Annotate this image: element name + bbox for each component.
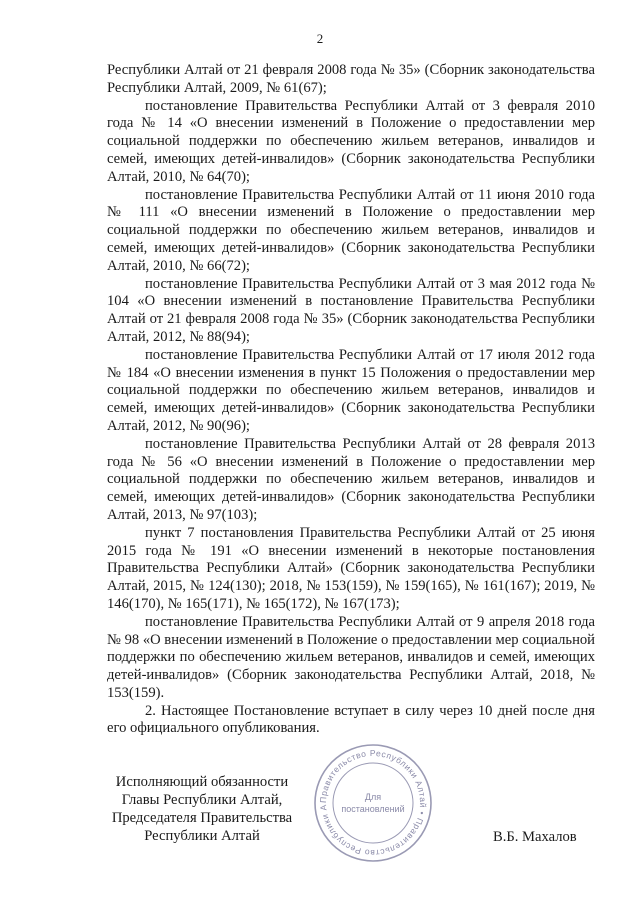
signatory-title-line: Главы Республики Алтай, [121, 792, 283, 808]
seal-icon [312, 742, 434, 864]
signatory-name: В.Б. Махалов [493, 829, 577, 845]
signatory-title-line: Республики Алтай [144, 828, 260, 844]
paragraph-continuation: Республики Алтай от 21 февраля 2008 года № 35» (Сборник законодательства Республики Алтай, 2009, № 61(67); [107, 62, 595, 96]
svg-text:постановлений: постановлений [341, 804, 405, 814]
svg-text:Для: Для [364, 792, 382, 802]
paragraph-resolution-2012-184: постановление Правительства Республики Алтай от 17 июля 2012 года № 184 «О внесении изменения в пункт 15 Положения о предоставлении мер социальной поддержки по обеспечению жильем ветеранов, инвалидов и семей, имеющих детей-инвалидов» (Сборник законодательства Республики Алтай, 2012, № 90(96); [107, 346, 595, 434]
official-seal [312, 742, 434, 864]
signatory-title [107, 773, 297, 845]
paragraph-resolution-2015-191: пункт 7 постановления Правительства Республики Алтай от 25 июня 2015 года № 191 «О внесении изменений в некоторые постановления Правительства Республики Алтай» (Сборник законодательства Республики Алтай, 2015, № 124(130); 2018, № 153(159), № 159(165), № 161(167); 2019, № 146(170), № 165(171), № 165(172), № 167(173); [107, 524, 595, 612]
signatory-title-line: Исполняющий обязанности [115, 774, 289, 790]
paragraph-resolution-2012-104: постановление Правительства Республики Алтай от 3 мая 2012 года № 104 «О внесении изменений в постановление Правительства Республики Алтай от 21 февраля 2008 года № 35» (Сборник законодательства Республики Алтай, 2012, № 88(94); [107, 275, 595, 345]
svg-text:Правительство Республики Алтай: Правительство Республики Алтай • Правительство Республики А [317, 747, 429, 859]
paragraph-effective-date: 2. Настоящее Постановление вступает в силу через 10 дней после дня его официального опубликования. [107, 702, 595, 737]
paragraph-resolution-2010-111: постановление Правительства Республики Алтай от 11 июня 2010 года № 111 «О внесении изменений в Положение о предоставлении мер социальной поддержки по обеспечению жильем ветеранов, инвалидов и семей, имеющих детей-инвалидов» (Сборник законодательства Республики Алтай, 2010, № 66(72); [107, 186, 595, 274]
signatory-title-line: Председателя Правительства [111, 810, 293, 826]
document-body [107, 62, 595, 738]
paragraph-resolution-2010-14: постановление Правительства Республики Алтай от 3 февраля 2010 года № 14 «О внесении изменений в Положение о предоставлении мер социальной поддержки по обеспечению жильем ветеранов, инвалидов и семей, имеющих детей-инвалидов» (Сборник законодательства Республики Алтай, 2010, № 64(70); [107, 97, 595, 185]
paragraph-resolution-2013-56: постановление Правительства Республики Алтай от 28 февраля 2013 года № 56 «О внесении изменений в Положение о предоставлении мер социальной поддержки по обеспечению жильем ветеранов, инвалидов и семей, имеющих детей-инвалидов» (Сборник законодательства Республики Алтай, 2013, № 97(103); [107, 435, 595, 523]
page-number: 2 [316, 31, 324, 46]
paragraph-resolution-2018-98: постановление Правительства Республики Алтай от 9 апреля 2018 года № 98 «О внесении изменений в Положение о предоставлении мер социальной поддержки по обеспечению жильем ветеранов, инвалидов и семей, имеющих детей-инвалидов» (Сборник законодательства Республики Алтай, 2018, № 153(159). [107, 613, 595, 701]
